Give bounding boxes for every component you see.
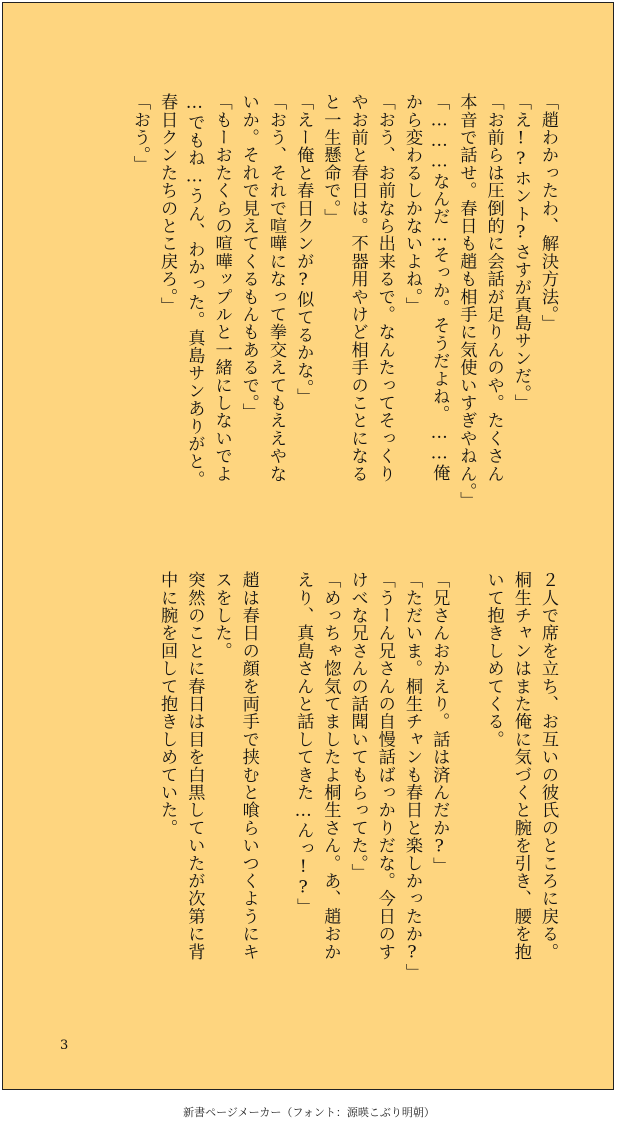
text-line: えり、真島さんと話してきた…んっ!?」 xyxy=(293,571,314,916)
text-line: 中に腕を回して抱きしめていた。 xyxy=(157,571,178,837)
text-line: 「………なんだ…そっか。そうだよね。……俺 xyxy=(429,93,450,482)
text-line: 春日クンたちのとこ戻ろ。」 xyxy=(157,93,178,315)
text-line: いか。それで見えてくるもんもあるで。」 xyxy=(238,93,259,421)
text-line: 「もーおたくらの喧嘩ップルと一緒にしないでよ xyxy=(211,93,232,483)
text-block-lower-half xyxy=(126,93,561,553)
text-line: いて抱きしめてくる。 xyxy=(483,571,504,748)
text-line: 突然のことに春日は目を白黒していたが次第に背 xyxy=(184,571,205,961)
text-line: 「趙わかったわ、解決方法。」 xyxy=(538,93,558,333)
text-line: 本音で話せ。春日も趙も相手に気使いすぎやねん。」 xyxy=(456,93,477,510)
text-line: から変わるしかないよね。」 xyxy=(401,93,422,315)
text-line: 「めっちゃ惚気てましたよ桐生さん。あ、趙おか xyxy=(320,571,341,961)
text-line: けべな兄さんの話聞いてもらってた。」 xyxy=(347,571,368,881)
text-line: 「ただいま。桐生チャンも春日と楽しかったか?」 xyxy=(401,571,422,981)
page-number: 3 xyxy=(60,1038,69,1053)
text-line: やお前と春日は。不器用やけど相手のことになる xyxy=(347,93,368,483)
text-line: …でもね…うん、わかった。真島サンありがと。 xyxy=(184,93,205,488)
text-line xyxy=(452,571,479,1003)
text-line: スをした。 xyxy=(211,571,232,660)
text-line: 「兄さんおかえり。話は済んだか?」 xyxy=(429,571,450,875)
book-page xyxy=(2,2,614,1090)
text-line: 「お前らは圧倒的に会話が足りんのや。たくさん xyxy=(483,93,504,483)
text-line: 「うーん兄さんの自慢話ばっかりだな。今日のす xyxy=(374,571,395,961)
text-line: 「え!?ホント?さすが真島サンだ。」 xyxy=(510,93,531,412)
text-line: 趙は春日の顔を両手で挟むと喰らいつくようにキ xyxy=(238,571,259,961)
text-line: 桐生チャンはまた俺に気づくと腕を引き、腰を抱 xyxy=(510,571,531,961)
text-line: 「おう、それで喧嘩になって拳交えてもええやな xyxy=(265,93,286,483)
text-line: 「おう。」 xyxy=(129,93,150,173)
text-line: と一生懸命で。」 xyxy=(320,93,341,226)
text-block-upper-half xyxy=(153,571,561,1003)
footer-caption: 新書ページメーカー（フォント：源暎こぶり明朝） xyxy=(183,1106,435,1119)
text-line: ２人で席を立ち、お互いの彼氏のところに戻る。 xyxy=(538,571,558,961)
text-line xyxy=(262,571,289,1003)
text-line: 「おう、お前なら出来るで。なんたってそっくり xyxy=(374,93,395,483)
text-line: 「えー俺と春日クンが?似てるかな。」 xyxy=(293,93,314,406)
